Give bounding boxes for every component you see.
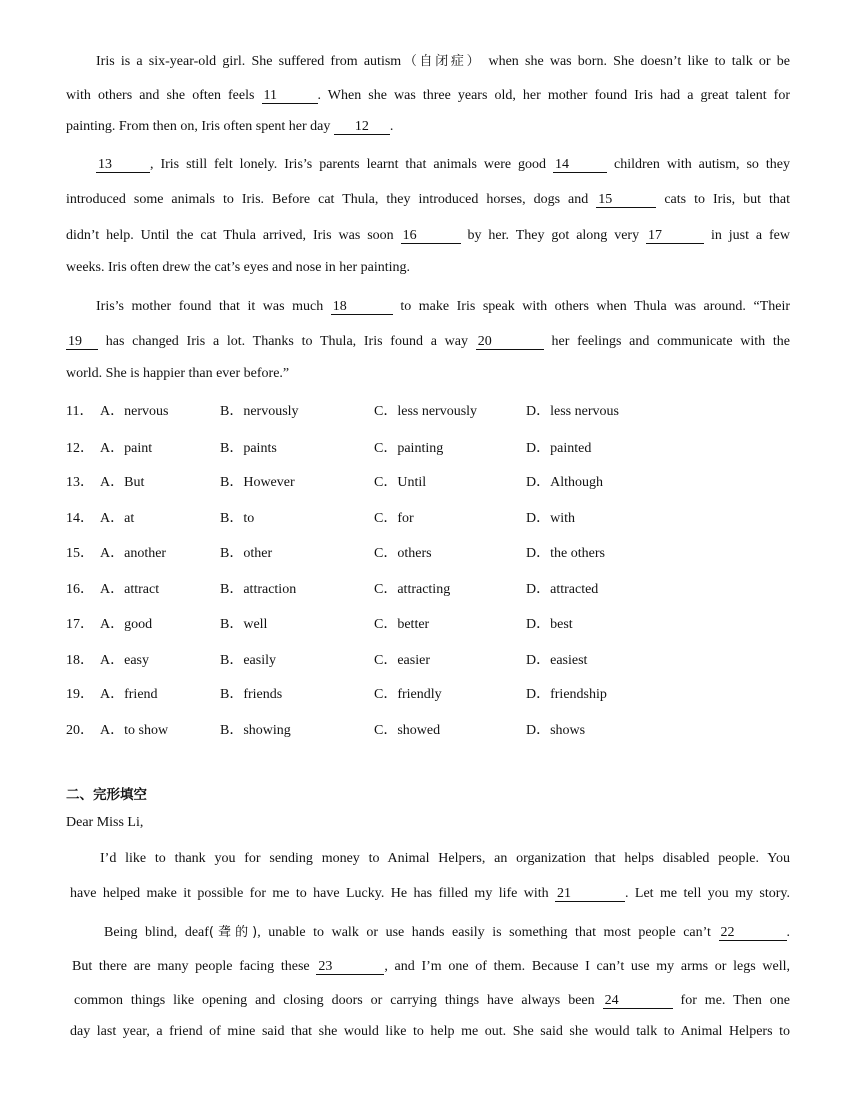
option-b[interactable]: B．to xyxy=(220,511,255,526)
option-c[interactable]: C．friendly xyxy=(374,687,442,702)
blank-12[interactable]: 12 xyxy=(334,119,390,135)
question-row xyxy=(66,683,766,703)
option-a[interactable]: A．But xyxy=(100,475,145,490)
option-b[interactable]: B．However xyxy=(220,475,295,490)
option-d[interactable]: D．attracted xyxy=(526,582,599,597)
blank-23[interactable]: 23 xyxy=(316,959,384,975)
option-b[interactable]: B．attraction xyxy=(220,582,297,597)
option-b[interactable]: B．well xyxy=(220,617,268,632)
passage-line: 19 has changed Iris a lot. Thanks to Thula, Iris found a way 20 her feelings and communicate with the xyxy=(68,334,791,349)
option-b[interactable]: B．nervously xyxy=(220,404,299,419)
question-number: 16． xyxy=(66,582,94,597)
salutation: Dear Miss Li, xyxy=(66,815,144,830)
question-number: 19． xyxy=(66,687,94,702)
option-d[interactable]: D．easiest xyxy=(526,653,588,668)
option-a[interactable]: A．another xyxy=(100,546,167,561)
option-c[interactable]: C．less nervously xyxy=(374,404,478,419)
passage-line: But there are many people facing these 23 , and I’m one of them. Because I can’t use my arms or legs well, xyxy=(72,959,790,974)
question-row xyxy=(66,542,766,562)
question-row xyxy=(66,613,766,633)
passage-line: have helped make it possible for me to have Lucky. He has filled my life with 21 . Let me tell you my story. xyxy=(70,886,790,901)
question-number: 18． xyxy=(66,653,94,668)
option-a[interactable]: A．easy xyxy=(100,653,149,668)
question-number: 20． xyxy=(66,723,94,738)
question-row xyxy=(66,471,766,491)
question-number: 13． xyxy=(66,475,94,490)
option-d[interactable]: D．less nervous xyxy=(526,404,619,419)
passage-line: common things like opening and closing doors or carrying things have always been 24 for me. Then one xyxy=(74,993,791,1008)
question-number: 12． xyxy=(66,441,94,456)
passage-line: Iris is a six-year-old girl. She suffered from autism（自闭症） when she was born. She doesn’t like to talk or be xyxy=(96,54,790,69)
passage-line: didn’t help. Until the cat Thula arrived, Iris was soon 16 by her. They got along very 17 in just a few xyxy=(66,228,791,243)
question-number: 17． xyxy=(66,617,94,632)
option-c[interactable]: C．Until xyxy=(374,475,427,490)
option-b[interactable]: B．easily xyxy=(220,653,276,668)
option-c[interactable]: C．easier xyxy=(374,653,430,668)
blank-17[interactable]: 17 xyxy=(646,228,704,244)
option-b[interactable]: B．paints xyxy=(220,441,277,456)
option-a[interactable]: A．attract xyxy=(100,582,160,597)
option-a[interactable]: A．paint xyxy=(100,441,153,456)
option-d[interactable]: D．the others xyxy=(526,546,605,561)
option-a[interactable]: A．good xyxy=(100,617,153,632)
passage-line: day last year, a friend of mine said that she would like to help me out. She said she would talk to Animal Helpers to xyxy=(70,1024,790,1039)
blank-19[interactable]: 19 xyxy=(66,334,98,350)
blank-20[interactable]: 20 xyxy=(476,334,544,350)
option-d[interactable]: D．best xyxy=(526,617,573,632)
option-c[interactable]: C．for xyxy=(374,511,414,526)
option-c[interactable]: C．attracting xyxy=(374,582,451,597)
blank-18[interactable]: 18 xyxy=(331,299,393,315)
option-c[interactable]: C．painting xyxy=(374,441,444,456)
passage-line: weeks. Iris often drew the cat’s eyes and nose in her painting. xyxy=(66,260,411,275)
question-row xyxy=(66,719,766,739)
blank-16[interactable]: 16 xyxy=(401,228,461,244)
option-c[interactable]: C．better xyxy=(374,617,430,632)
question-row xyxy=(66,400,766,420)
blank-11[interactable]: 11 xyxy=(262,88,318,104)
option-d[interactable]: D．friendship xyxy=(526,687,607,702)
question-row xyxy=(66,507,766,527)
option-a[interactable]: A．friend xyxy=(100,687,158,702)
section-heading: 二、完形填空 xyxy=(66,787,147,803)
question-number: 14． xyxy=(66,511,94,526)
passage-line: introduced some animals to Iris. Before cat Thula, they introduced horses, dogs and 15 cats to Iris, but that xyxy=(66,192,791,207)
question-number: 11． xyxy=(66,404,94,419)
passage-line: world. She is happier than ever before.” xyxy=(66,366,290,381)
passage-line: with others and she often feels 11 . When she was three years old, her mother found Iris had a great talent for xyxy=(66,88,790,103)
blank-15[interactable]: 15 xyxy=(596,192,656,208)
option-d[interactable]: D．Although xyxy=(526,475,603,490)
question-number: 15． xyxy=(66,546,94,561)
blank-13[interactable]: 13 xyxy=(96,157,150,173)
option-b[interactable]: B．showing xyxy=(220,723,291,738)
blank-14[interactable]: 14 xyxy=(553,157,607,173)
blank-24[interactable]: 24 xyxy=(603,993,673,1009)
blank-22[interactable]: 22 xyxy=(719,925,787,941)
option-c[interactable]: C．showed xyxy=(374,723,441,738)
question-row xyxy=(66,649,766,669)
passage-line: painting. From then on, Iris often spent her day 12 . xyxy=(66,119,394,134)
passage-line: Being blind, deaf(聋的), unable to walk or use hands easily is something that most people can’t 22 . xyxy=(104,925,790,940)
option-b[interactable]: B．other xyxy=(220,546,273,561)
option-c[interactable]: C．others xyxy=(374,546,432,561)
question-row xyxy=(66,437,766,457)
option-d[interactable]: D．shows xyxy=(526,723,586,738)
option-b[interactable]: B．friends xyxy=(220,687,283,702)
passage-line: I’d like to thank you for sending money to Animal Helpers, an organization that helps disabled people. You xyxy=(100,851,790,866)
passage-line: Iris’s mother found that it was much 18 to make Iris speak with others when Thula was around. “Their xyxy=(96,299,791,314)
option-a[interactable]: A．at xyxy=(100,511,135,526)
passage-line: 13 , Iris still felt lonely. Iris’s parents learnt that animals were good 14 children with autism, so they xyxy=(98,157,790,172)
option-d[interactable]: D．with xyxy=(526,511,575,526)
option-a[interactable]: A．to show xyxy=(100,723,169,738)
blank-21[interactable]: 21 xyxy=(555,886,625,902)
option-d[interactable]: D．painted xyxy=(526,441,592,456)
option-a[interactable]: A．nervous xyxy=(100,404,169,419)
question-row xyxy=(66,578,766,598)
